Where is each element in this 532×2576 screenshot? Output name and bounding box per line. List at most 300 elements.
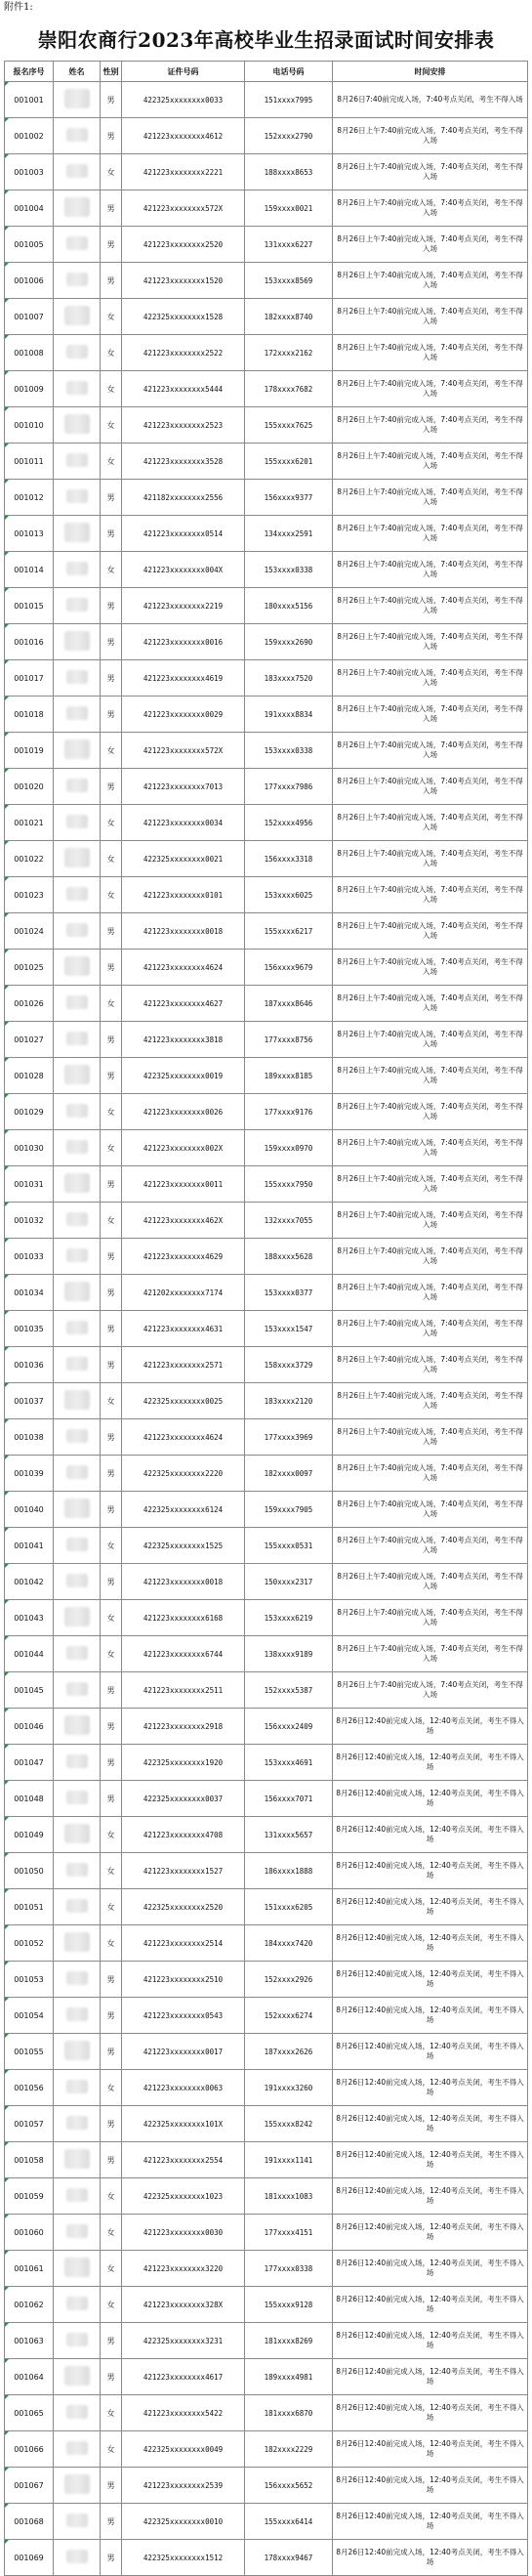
cell-schedule: 8月26日上午7:40前完成入场，7:40考点关闭，考生不得入场 (333, 1239, 528, 1275)
cell-id-number: 422325xxxxxxxx3231 (122, 2323, 245, 2359)
redacted-name-blur (66, 670, 88, 684)
cell-schedule: 8月26日12:40前完成入场，12:40考点关闭，考生不得入场 (333, 2106, 528, 2142)
cell-id-number: 421223xxxxxxxx0018 (122, 1564, 245, 1600)
cell-id-number: 421223xxxxxxxx328X (122, 2287, 245, 2323)
redacted-name-blur (66, 1754, 88, 1768)
cell-name (54, 2106, 101, 2142)
cell-schedule: 8月26日上午7:40前完成入场，7:40考点关闭，考生不得入场 (333, 769, 528, 805)
cell-phone: 181xxxx8269 (245, 2323, 333, 2359)
cell-schedule: 8月26日上午7:40前完成入场，7:40考点关闭，考生不得入场 (333, 190, 528, 227)
cell-schedule: 8月26日上午7:40前完成入场，7:40考点关闭，考生不得入场 (333, 1166, 528, 1203)
cell-name (54, 1166, 101, 1203)
cell-name (54, 1130, 101, 1166)
cell-name (54, 371, 101, 407)
cell-id-number: 421223xxxxxxxx0011 (122, 1166, 245, 1203)
table-row (5, 2251, 528, 2287)
cell-reg-no: 001065 (5, 2395, 54, 2431)
cell-phone: 153xxxx1547 (245, 1311, 333, 1347)
cell-phone: 188xxxx8653 (245, 154, 333, 190)
redacted-name-blur (66, 923, 88, 937)
header-schedule: 时间安排 (333, 62, 528, 82)
table-row (5, 697, 528, 733)
cell-gender: 女 (101, 1817, 122, 1853)
cell-gender: 男 (101, 769, 122, 805)
redacted-name-blur (64, 739, 90, 759)
cell-name (54, 227, 101, 263)
cell-gender: 男 (101, 588, 122, 624)
cell-name (54, 2070, 101, 2106)
redacted-name-blur (66, 1140, 88, 1154)
table-row (5, 335, 528, 371)
cell-name (54, 913, 101, 950)
redacted-name-blur (66, 2550, 88, 2563)
cell-phone: 156xxxx9377 (245, 480, 333, 516)
cell-gender: 女 (101, 1925, 122, 1962)
cell-reg-no: 001026 (5, 986, 54, 1022)
table-row (5, 1564, 528, 1600)
table-row (5, 1528, 528, 1564)
cell-gender: 女 (101, 1853, 122, 1889)
table-row (5, 1492, 528, 1528)
cell-schedule: 8月26日上午7:40前完成入场，7:40考点关闭，考生不得入场 (333, 624, 528, 660)
cell-reg-no: 001034 (5, 1275, 54, 1311)
cell-gender: 女 (101, 733, 122, 769)
cell-schedule: 8月26日上午7:40前完成入场，7:40考点关闭，考生不得入场 (333, 443, 528, 480)
cell-reg-no: 001001 (5, 82, 54, 118)
cell-schedule: 8月26日上午7:40前完成入场，7:40考点关闭，考生不得入场 (333, 1528, 528, 1564)
cell-schedule: 8月26日12:40前完成入场，12:40考点关闭，考生不得入场 (333, 1962, 528, 1998)
cell-name (54, 2251, 101, 2287)
redacted-name-blur (66, 1248, 88, 1262)
cell-schedule: 8月26日上午7:40前完成入场，7:40考点关闭，考生不得入场 (333, 1275, 528, 1311)
cell-gender: 男 (101, 1456, 122, 1492)
cell-name (54, 624, 101, 660)
table-row (5, 624, 528, 660)
cell-schedule: 8月26日上午7:40前完成入场，7:40考点关闭，考生不得入场 (333, 1022, 528, 1058)
cell-id-number: 422325xxxxxxxx0049 (122, 2431, 245, 2468)
redacted-name-blur (64, 2366, 90, 2386)
cell-gender: 男 (101, 480, 122, 516)
redacted-name-blur (64, 1932, 90, 1952)
table-row (5, 1311, 528, 1347)
cell-schedule: 8月26日上午7:40前完成入场，7:40考点关闭，考生不得入场 (333, 588, 528, 624)
cell-gender: 女 (101, 1889, 122, 1925)
cell-phone: 155xxxx8242 (245, 2106, 333, 2142)
cell-id-number: 421223xxxxxxxx2510 (122, 1962, 245, 1998)
cell-name (54, 1239, 101, 1275)
cell-gender: 男 (101, 1998, 122, 2034)
redacted-name-blur (66, 345, 88, 359)
cell-phone: 153xxxx0338 (245, 733, 333, 769)
cell-schedule: 8月26日上午7:40前完成入场，7:40考点关闭，考生不得入场 (333, 480, 528, 516)
redacted-name-blur (66, 236, 88, 250)
redacted-name-blur (66, 164, 88, 178)
cell-schedule: 8月26日上午7:40前完成入场，7:40考点关闭，考生不得入场 (333, 1311, 528, 1347)
cell-reg-no: 001003 (5, 154, 54, 190)
cell-name (54, 407, 101, 443)
cell-gender: 女 (101, 1094, 122, 1130)
table-row (5, 2070, 528, 2106)
cell-phone: 186xxxx1888 (245, 1853, 333, 1889)
cell-id-number: 421223xxxxxxxx4708 (122, 1817, 245, 1853)
redacted-name-blur (66, 2080, 88, 2093)
cell-name (54, 697, 101, 733)
table-row (5, 2215, 528, 2251)
cell-gender: 男 (101, 1962, 122, 1998)
cell-reg-no: 001021 (5, 805, 54, 841)
table-row (5, 1239, 528, 1275)
cell-gender: 女 (101, 1600, 122, 1636)
cell-id-number: 421223xxxxxxxx6168 (122, 1600, 245, 1636)
cell-phone: 152xxxx5387 (245, 1672, 333, 1709)
cell-reg-no: 001030 (5, 1130, 54, 1166)
redacted-name-blur (66, 995, 88, 1009)
cell-name (54, 154, 101, 190)
cell-gender: 男 (101, 1022, 122, 1058)
table-row (5, 913, 528, 950)
redacted-name-blur (66, 1863, 88, 1877)
cell-gender: 男 (101, 516, 122, 552)
cell-gender: 男 (101, 1311, 122, 1347)
cell-gender: 男 (101, 82, 122, 118)
redacted-name-blur (64, 848, 90, 867)
cell-phone: 180xxxx5156 (245, 588, 333, 624)
table-row (5, 1275, 528, 1311)
cell-id-number: 421223xxxxxxxx4627 (122, 986, 245, 1022)
cell-phone: 152xxxx4956 (245, 805, 333, 841)
table-row (5, 805, 528, 841)
redacted-name-blur (66, 2007, 88, 2021)
cell-id-number: 421223xxxxxxxx2523 (122, 407, 245, 443)
table-header-row (5, 62, 528, 82)
cell-reg-no: 001039 (5, 1456, 54, 1492)
cell-gender: 男 (101, 1166, 122, 1203)
cell-schedule: 8月26日12:40前完成入场，12:40考点关闭，考生不得入场 (333, 2431, 528, 2468)
redacted-name-blur (64, 1282, 90, 1301)
redacted-name-blur (66, 381, 88, 395)
cell-id-number: 422325xxxxxxxx1512 (122, 2540, 245, 2576)
redacted-name-blur (66, 2297, 88, 2310)
cell-id-number: 421223xxxxxxxx2511 (122, 1672, 245, 1709)
cell-gender: 男 (101, 1275, 122, 1311)
cell-phone: 156xxxx7071 (245, 1781, 333, 1817)
redacted-name-blur (64, 956, 90, 976)
cell-schedule: 8月26日上午7:40前完成入场，7:40考点关闭，考生不得入场 (333, 1456, 528, 1492)
cell-gender: 男 (101, 263, 122, 299)
cell-id-number: 421223xxxxxxxx2219 (122, 588, 245, 624)
table-row (5, 118, 528, 154)
cell-id-number: 422325xxxxxxxx1528 (122, 299, 245, 335)
cell-name (54, 660, 101, 697)
cell-schedule: 8月26日上午7:40前完成入场，7:40考点关闭，考生不得入场 (333, 516, 528, 552)
table-row (5, 2540, 528, 2576)
cell-id-number: 421223xxxxxxxx002X (122, 1130, 245, 1166)
table-row (5, 480, 528, 516)
cell-name (54, 2142, 101, 2178)
cell-id-number: 421223xxxxxxxx0018 (122, 913, 245, 950)
cell-phone: 155xxxx0531 (245, 1528, 333, 1564)
cell-gender: 男 (101, 1672, 122, 1709)
cell-gender: 男 (101, 2034, 122, 2070)
cell-gender: 男 (101, 1709, 122, 1745)
header-id-number: 证件号码 (122, 62, 245, 82)
redacted-name-blur (66, 2441, 88, 2455)
cell-schedule: 8月26日上午7:40前完成入场，7:40考点关闭，考生不得入场 (333, 913, 528, 950)
cell-name (54, 1528, 101, 1564)
table-row (5, 1709, 528, 1745)
cell-name (54, 2178, 101, 2215)
cell-schedule: 8月26日上午7:40前完成入场，7:40考点关闭，考生不得入场 (333, 1347, 528, 1383)
cell-schedule: 8月26日12:40前完成入场，12:40考点关闭，考生不得入场 (333, 1925, 528, 1962)
cell-phone: 187xxxx8646 (245, 986, 333, 1022)
redacted-name-blur (64, 1065, 90, 1084)
cell-reg-no: 001019 (5, 733, 54, 769)
cell-reg-no: 001027 (5, 1022, 54, 1058)
cell-schedule: 8月26日12:40前完成入场，12:40考点关闭，考生不得入场 (333, 2215, 528, 2251)
cell-name (54, 841, 101, 877)
table-row (5, 1058, 528, 1094)
cell-name (54, 1636, 101, 1672)
cell-reg-no: 001049 (5, 1817, 54, 1853)
redacted-name-blur (66, 1682, 88, 1696)
redacted-name-blur (66, 2116, 88, 2130)
cell-gender: 女 (101, 805, 122, 841)
cell-gender: 男 (101, 2540, 122, 2576)
cell-schedule: 8月26日12:40前完成入场，12:40考点关闭，考生不得入场 (333, 2178, 528, 2215)
cell-name (54, 1058, 101, 1094)
cell-schedule: 8月26日上午7:40前完成入场，7:40考点关闭，考生不得入场 (333, 407, 528, 443)
cell-schedule: 8月26日上午7:40前完成入场，7:40考点关闭，考生不得入场 (333, 1094, 528, 1130)
cell-reg-no: 001059 (5, 2178, 54, 2215)
cell-id-number: 422325xxxxxxxx101X (122, 2106, 245, 2142)
cell-schedule: 8月26日12:40前完成入场，12:40考点关闭，考生不得入场 (333, 1998, 528, 2034)
table-row (5, 227, 528, 263)
cell-phone: 159xxxx0021 (245, 190, 333, 227)
cell-name (54, 2431, 101, 2468)
cell-reg-no: 001043 (5, 1600, 54, 1636)
cell-id-number: 421202xxxxxxxx7174 (122, 1275, 245, 1311)
cell-gender: 男 (101, 1745, 122, 1781)
cell-gender: 女 (101, 986, 122, 1022)
cell-gender: 男 (101, 227, 122, 263)
cell-reg-no: 001022 (5, 841, 54, 877)
cell-phone: 181xxxx6870 (245, 2395, 333, 2431)
cell-reg-no: 001055 (5, 2034, 54, 2070)
cell-schedule: 8月26日上午7:40前完成入场，7:40考点关闭，考生不得入场 (333, 1130, 528, 1166)
cell-id-number: 421223xxxxxxxx0030 (122, 2215, 245, 2251)
table-row (5, 2287, 528, 2323)
table-row (5, 2504, 528, 2540)
cell-id-number: 421223xxxxxxxx4617 (122, 2359, 245, 2395)
cell-reg-no: 001058 (5, 2142, 54, 2178)
cell-name (54, 1456, 101, 1492)
redacted-name-blur (64, 523, 90, 542)
cell-gender: 男 (101, 913, 122, 950)
cell-phone: 178xxxx7682 (245, 371, 333, 407)
cell-phone: 134xxxx2591 (245, 516, 333, 552)
cell-id-number: 421223xxxxxxxx0063 (122, 2070, 245, 2106)
cell-id-number: 421223xxxxxxxx2571 (122, 1347, 245, 1383)
cell-name (54, 480, 101, 516)
redacted-name-blur (64, 2149, 90, 2169)
cell-phone: 156xxxx5652 (245, 2468, 333, 2504)
redacted-name-blur (64, 1607, 90, 1626)
cell-gender: 女 (101, 2215, 122, 2251)
cell-schedule: 8月26日12:40前完成入场，12:40考点关闭，考生不得入场 (333, 2540, 528, 2576)
cell-phone: 150xxxx2317 (245, 1564, 333, 1600)
table-row (5, 154, 528, 190)
cell-id-number: 421223xxxxxxxx462X (122, 1203, 245, 1239)
cell-phone: 132xxxx7055 (245, 1203, 333, 1239)
cell-name (54, 2034, 101, 2070)
cell-id-number: 421223xxxxxxxx004X (122, 552, 245, 588)
page-title: 崇阳农商行2023年高校毕业生招录面试时间安排表 (37, 28, 495, 52)
cell-reg-no: 001040 (5, 1492, 54, 1528)
cell-phone: 159xxxx7905 (245, 1492, 333, 1528)
cell-phone: 191xxxx8834 (245, 697, 333, 733)
cell-phone: 189xxxx4981 (245, 2359, 333, 2395)
schedule-table (4, 61, 528, 2576)
cell-phone: 177xxxx3969 (245, 1419, 333, 1456)
cell-id-number: 422325xxxxxxxx0010 (122, 2504, 245, 2540)
table-row (5, 1383, 528, 1419)
cell-reg-no: 001028 (5, 1058, 54, 1094)
table-row (5, 2106, 528, 2142)
redacted-name-blur (64, 197, 90, 217)
cell-phone: 182xxxx8740 (245, 299, 333, 335)
cell-phone: 156xxxx3318 (245, 841, 333, 877)
table-row (5, 1745, 528, 1781)
cell-gender: 男 (101, 2142, 122, 2178)
cell-name (54, 1347, 101, 1383)
cell-id-number: 422325xxxxxxxx0033 (122, 82, 245, 118)
cell-gender: 女 (101, 1203, 122, 1239)
table-row (5, 1022, 528, 1058)
cell-schedule: 8月26日上午7:40前完成入场，7:40考点关闭，考生不得入场 (333, 1672, 528, 1709)
cell-gender: 男 (101, 1781, 122, 1817)
cell-id-number: 421223xxxxxxxx1520 (122, 263, 245, 299)
header-phone: 电话号码 (245, 62, 333, 82)
cell-name (54, 986, 101, 1022)
redacted-name-blur (66, 887, 88, 901)
redacted-name-blur (64, 1715, 90, 1735)
cell-reg-no: 001047 (5, 1745, 54, 1781)
table-row (5, 299, 528, 335)
cell-id-number: 421223xxxxxxxx2539 (122, 2468, 245, 2504)
table-body (5, 82, 528, 2576)
attachment-label: 附件1: (4, 2, 33, 13)
cell-phone: 177xxxx8756 (245, 1022, 333, 1058)
redacted-name-blur (66, 453, 88, 467)
cell-phone: 159xxxx2690 (245, 624, 333, 660)
table-row (5, 2395, 528, 2431)
redacted-name-blur (66, 706, 88, 720)
cell-phone: 178xxxx9467 (245, 2540, 333, 2576)
cell-name (54, 877, 101, 913)
cell-gender: 男 (101, 118, 122, 154)
cell-schedule: 8月26日上午7:40前完成入场，7:40考点关闭，考生不得入场 (333, 299, 528, 335)
cell-phone: 187xxxx2626 (245, 2034, 333, 2070)
cell-schedule: 8月26日12:40前完成入场，12:40考点关闭，考生不得入场 (333, 2142, 528, 2178)
header-name: 姓名 (54, 62, 101, 82)
cell-id-number: 421223xxxxxxxx2514 (122, 1925, 245, 1962)
redacted-name-blur (66, 2405, 88, 2419)
cell-reg-no: 001016 (5, 624, 54, 660)
cell-schedule: 8月26日上午7:40前完成入场，7:40考点关闭，考生不得入场 (333, 1600, 528, 1636)
cell-schedule: 8月26日上午7:40前完成入场，7:40考点关闭，考生不得入场 (333, 263, 528, 299)
cell-reg-no: 001062 (5, 2287, 54, 2323)
redacted-name-blur (66, 1465, 88, 1479)
cell-gender: 女 (101, 2395, 122, 2431)
cell-schedule: 8月26日上午7:40前完成入场，7:40考点关闭，考生不得入场 (333, 1636, 528, 1672)
table-row (5, 877, 528, 913)
cell-schedule: 8月26日上午7:40前完成入场，7:40考点关闭，考生不得入场 (333, 1419, 528, 1456)
table-row (5, 950, 528, 986)
cell-reg-no: 001051 (5, 1889, 54, 1925)
cell-id-number: 421223xxxxxxxx4624 (122, 1419, 245, 1456)
cell-reg-no: 001012 (5, 480, 54, 516)
cell-gender: 女 (101, 299, 122, 335)
cell-reg-no: 001052 (5, 1925, 54, 1962)
cell-phone: 156xxxx9679 (245, 950, 333, 986)
cell-reg-no: 001037 (5, 1383, 54, 1419)
cell-phone: 131xxxx6227 (245, 227, 333, 263)
redacted-name-blur (66, 273, 88, 286)
redacted-name-blur (66, 489, 88, 503)
cell-schedule: 8月26日12:40前完成入场，12:40考点关闭，考生不得入场 (333, 2251, 528, 2287)
cell-schedule: 8月26日12:40前完成入场，12:40考点关闭，考生不得入场 (333, 1781, 528, 1817)
cell-phone: 153xxxx8569 (245, 263, 333, 299)
cell-reg-no: 001020 (5, 769, 54, 805)
cell-reg-no: 001069 (5, 2540, 54, 2576)
cell-id-number: 422325xxxxxxxx2520 (122, 1889, 245, 1925)
cell-name (54, 769, 101, 805)
cell-phone: 177xxxx0338 (245, 2251, 333, 2287)
cell-gender: 男 (101, 190, 122, 227)
cell-name (54, 190, 101, 227)
cell-name (54, 2468, 101, 2504)
cell-reg-no: 001023 (5, 877, 54, 913)
cell-name (54, 1492, 101, 1528)
redacted-name-blur (66, 1899, 88, 1913)
cell-reg-no: 001010 (5, 407, 54, 443)
cell-id-number: 422325xxxxxxxx0037 (122, 1781, 245, 1817)
cell-reg-no: 001063 (5, 2323, 54, 2359)
cell-reg-no: 001045 (5, 1672, 54, 1709)
cell-reg-no: 001031 (5, 1166, 54, 1203)
table-row (5, 1817, 528, 1853)
table-row (5, 1203, 528, 1239)
cell-gender: 男 (101, 2106, 122, 2142)
table-row (5, 407, 528, 443)
table-row (5, 1781, 528, 1817)
table-row (5, 841, 528, 877)
cell-gender: 男 (101, 2359, 122, 2395)
redacted-name-blur (66, 1646, 88, 1660)
cell-gender: 男 (101, 1347, 122, 1383)
cell-phone: 153xxxx6025 (245, 877, 333, 913)
cell-schedule: 8月26日12:40前完成入场，12:40考点关闭，考生不得入场 (333, 2359, 528, 2395)
redacted-name-blur (64, 631, 90, 651)
table-row (5, 1600, 528, 1636)
redacted-name-blur (66, 2188, 88, 2202)
redacted-name-blur (66, 1538, 88, 1551)
cell-reg-no: 001007 (5, 299, 54, 335)
cell-reg-no: 001060 (5, 2215, 54, 2251)
cell-id-number: 421223xxxxxxxx0026 (122, 1094, 245, 1130)
cell-reg-no: 001067 (5, 2468, 54, 2504)
redacted-name-blur (66, 1791, 88, 1804)
